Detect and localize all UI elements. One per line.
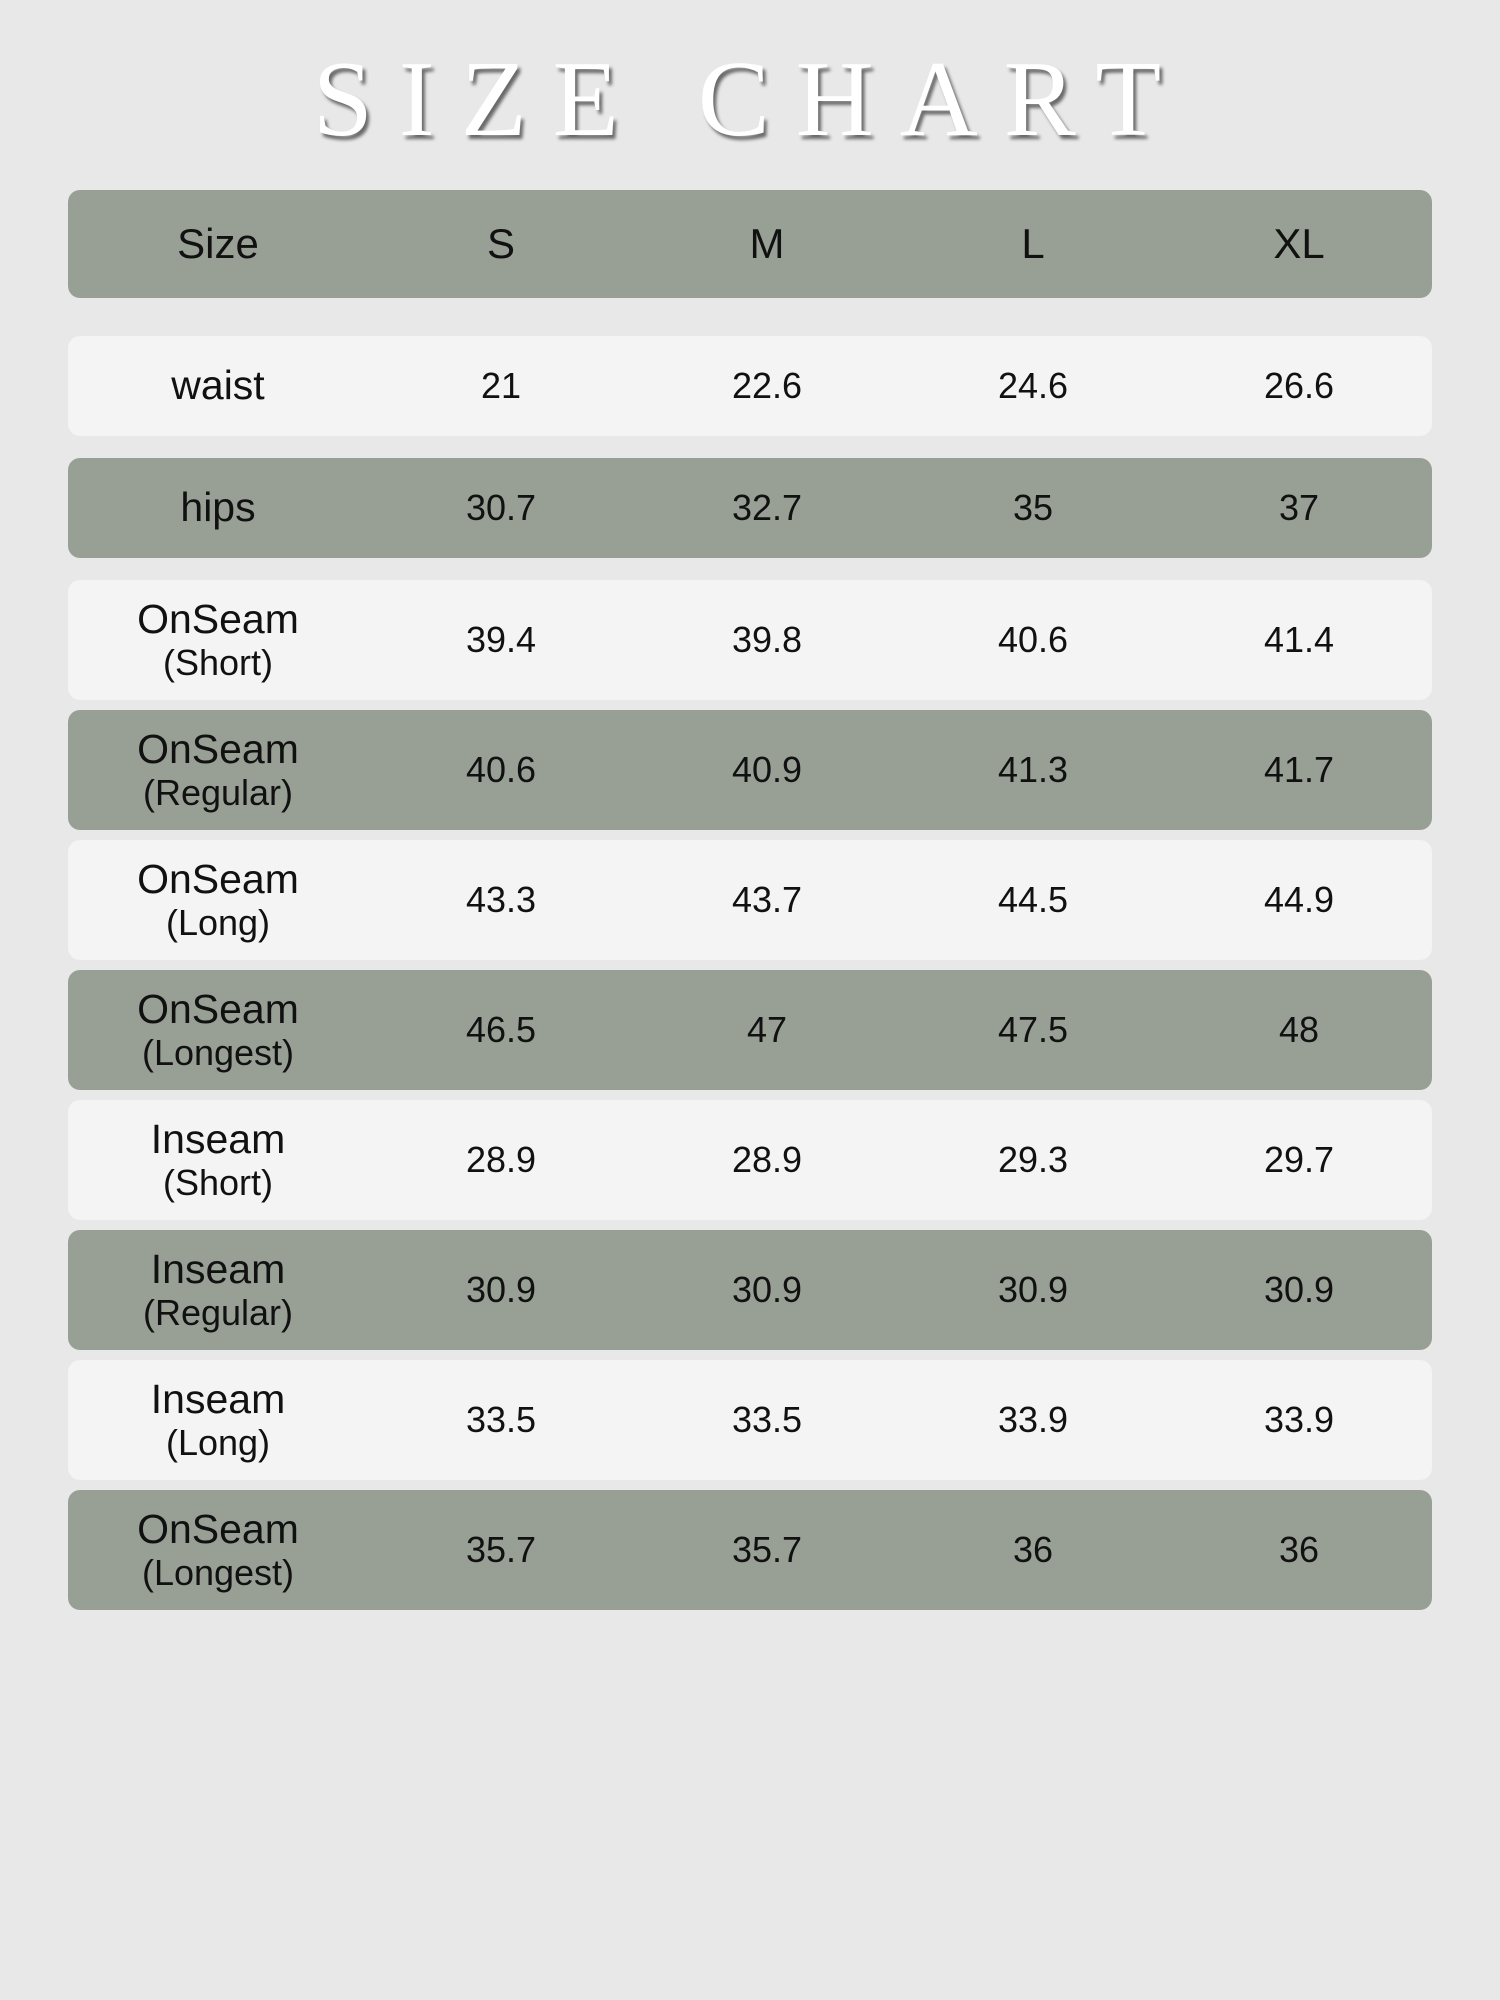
column-header-m: M — [749, 220, 785, 267]
row-label-main: Inseam — [150, 1115, 286, 1162]
row-value-l: 36 — [1012, 1529, 1054, 1570]
row-label — [68, 727, 368, 813]
row-label-main: OnSeam — [137, 985, 299, 1032]
row-label-main: OnSeam — [137, 725, 299, 772]
row-value-l: 24.6 — [997, 365, 1069, 406]
row-label-sub: (Long) — [165, 1421, 271, 1463]
row-label-sub: (Regular) — [142, 1291, 294, 1333]
row-value-l: 29.3 — [997, 1139, 1069, 1180]
row-label-sub: (Short) — [162, 1161, 274, 1203]
row-value-l: 35 — [1012, 487, 1054, 528]
table-row — [68, 336, 1432, 436]
row-label-main: hips — [180, 484, 256, 531]
row-value-xl: 44.9 — [1263, 879, 1335, 920]
table-row — [68, 1360, 1432, 1480]
row-value-m: 28.9 — [731, 1139, 803, 1180]
table-row — [68, 458, 1432, 558]
row-value-s: 30.7 — [465, 487, 537, 528]
row-label-sub: (Long) — [165, 901, 271, 943]
row-value-xl: 37 — [1278, 487, 1320, 528]
table-header-row — [68, 190, 1432, 298]
table-row — [68, 970, 1432, 1090]
row-value-l: 44.5 — [997, 879, 1069, 920]
table-row — [68, 840, 1432, 960]
row-label — [68, 1117, 368, 1203]
column-header-xl: XL — [1273, 220, 1325, 267]
row-value-l: 40.6 — [997, 619, 1069, 660]
row-value-m: 43.7 — [731, 879, 803, 920]
row-value-m: 47 — [746, 1009, 788, 1050]
row-label — [68, 1507, 368, 1593]
row-value-s: 40.6 — [465, 749, 537, 790]
row-value-s: 39.4 — [465, 619, 537, 660]
row-label-main: OnSeam — [137, 855, 299, 902]
row-value-l: 41.3 — [997, 749, 1069, 790]
page-title: SIZE CHART — [312, 40, 1188, 159]
row-value-xl: 36 — [1278, 1529, 1320, 1570]
row-value-xl: 26.6 — [1263, 365, 1335, 406]
row-label — [68, 597, 368, 683]
row-label — [68, 485, 368, 531]
row-value-xl: 29.7 — [1263, 1139, 1335, 1180]
column-header-l: L — [1021, 220, 1045, 267]
row-value-m: 39.8 — [731, 619, 803, 660]
row-label-sub: (Longest) — [141, 1551, 295, 1593]
row-value-s: 46.5 — [465, 1009, 537, 1050]
row-value-m: 35.7 — [731, 1529, 803, 1570]
row-label-sub: (Longest) — [141, 1031, 295, 1073]
row-value-m: 40.9 — [731, 749, 803, 790]
row-label-main: Inseam — [150, 1245, 286, 1292]
table-row — [68, 1230, 1432, 1350]
row-label — [68, 1377, 368, 1463]
column-header-size: Size — [177, 220, 259, 268]
row-value-xl: 33.9 — [1263, 1399, 1335, 1440]
row-value-l: 47.5 — [997, 1009, 1069, 1050]
row-value-m: 22.6 — [731, 365, 803, 406]
row-value-m: 32.7 — [731, 487, 803, 528]
row-label-main: Inseam — [150, 1375, 286, 1422]
row-label — [68, 857, 368, 943]
row-label-sub: (Short) — [162, 641, 274, 683]
table-row — [68, 580, 1432, 700]
row-value-s: 21 — [480, 365, 522, 406]
row-value-xl: 30.9 — [1263, 1269, 1335, 1310]
row-value-s: 30.9 — [465, 1269, 537, 1310]
row-value-xl: 48 — [1278, 1009, 1320, 1050]
size-chart-table — [68, 190, 1432, 1610]
row-value-l: 33.9 — [997, 1399, 1069, 1440]
row-label-main: OnSeam — [137, 595, 299, 642]
row-value-m: 30.9 — [731, 1269, 803, 1310]
row-value-s: 33.5 — [465, 1399, 537, 1440]
row-label — [68, 363, 368, 409]
row-value-s: 28.9 — [465, 1139, 537, 1180]
row-value-xl: 41.7 — [1263, 749, 1335, 790]
row-label-main: OnSeam — [137, 1505, 299, 1552]
row-value-s: 43.3 — [465, 879, 537, 920]
row-value-l: 30.9 — [997, 1269, 1069, 1310]
table-row — [68, 1490, 1432, 1610]
row-label-sub: (Regular) — [142, 771, 294, 813]
column-header-s: S — [486, 220, 515, 267]
row-label — [68, 987, 368, 1073]
table-row — [68, 710, 1432, 830]
table-row — [68, 1100, 1432, 1220]
row-label-main: waist — [171, 362, 265, 409]
row-value-xl: 41.4 — [1263, 619, 1335, 660]
row-value-m: 33.5 — [731, 1399, 803, 1440]
row-value-s: 35.7 — [465, 1529, 537, 1570]
row-label — [68, 1247, 368, 1333]
